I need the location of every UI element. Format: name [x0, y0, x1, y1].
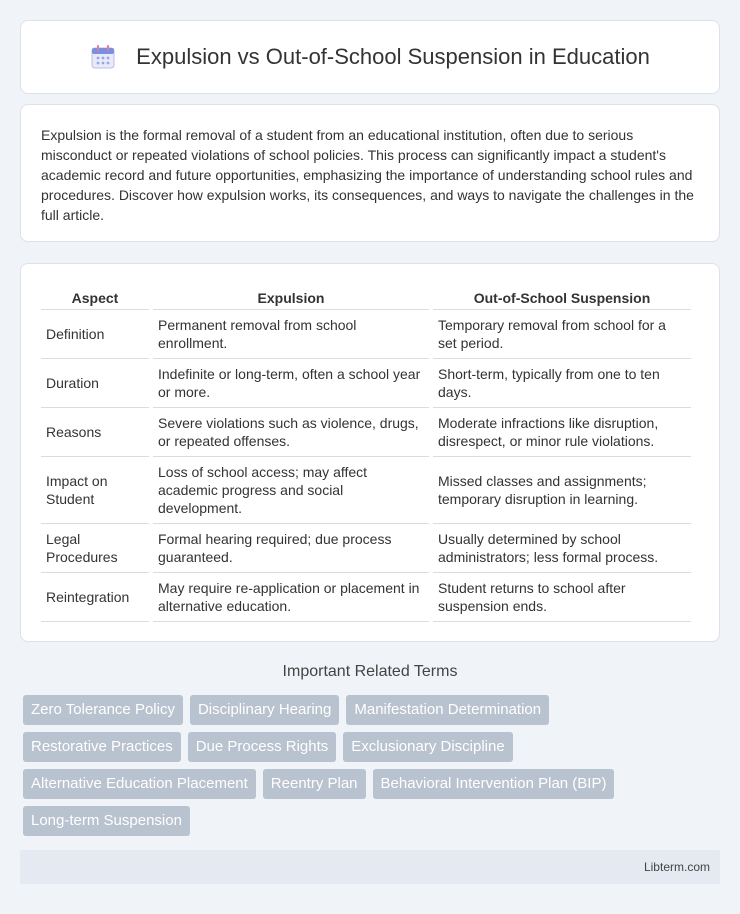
- tag-reentry-plan[interactable]: Reentry Plan: [263, 769, 366, 799]
- table-row: [41, 310, 691, 359]
- comparison-table: [37, 282, 695, 622]
- table-header-row: [41, 282, 691, 310]
- tag-long-term-suspension[interactable]: Long-term Suspension: [23, 806, 190, 836]
- table-row: [41, 359, 691, 408]
- table-row: [41, 408, 691, 457]
- calendar-icon: [90, 44, 116, 70]
- cell-expulsion: Indefinite or long-term, often a school year or more.: [153, 359, 429, 408]
- cell-expulsion: Formal hearing required; due process guaranteed.: [153, 524, 429, 573]
- table-row: [41, 457, 691, 524]
- tag-behavioral-intervention-plan[interactable]: Behavioral Intervention Plan (BIP): [373, 769, 615, 799]
- header-card: [20, 20, 720, 94]
- related-terms-title: Important Related Terms: [282, 663, 458, 680]
- cell-expulsion: May require re-application or placement in alternative education.: [153, 573, 429, 622]
- header-aspect: Aspect: [41, 282, 149, 310]
- intro-text: Expulsion is the formal removal of a student from an educational institution, often due to serious misconduct or repeated violations of school policies. This process can significantly impact a student's academic record and future opportunities, emphasizing the importance of understanding school rules and procedures. Discover how expulsion works, its consequences, and ways to navigate the challenges in the full article.: [41, 127, 694, 223]
- tag-alternative-education-placement[interactable]: Alternative Education Placement: [23, 769, 256, 799]
- cell-aspect: Definition: [41, 310, 149, 359]
- cell-aspect: Duration: [41, 359, 149, 408]
- cell-aspect: Legal Procedures: [41, 524, 149, 573]
- cell-suspension: Missed classes and assignments; temporary disruption in learning.: [433, 457, 691, 524]
- cell-suspension: Student returns to school after suspension ends.: [433, 573, 691, 622]
- cell-expulsion: Severe violations such as violence, drugs, or repeated offenses.: [153, 408, 429, 457]
- tag-disciplinary-hearing[interactable]: Disciplinary Hearing: [190, 695, 339, 725]
- tag-due-process-rights[interactable]: Due Process Rights: [188, 732, 337, 762]
- tag-exclusionary-discipline[interactable]: Exclusionary Discipline: [343, 732, 512, 762]
- related-terms-list: [23, 695, 703, 843]
- tag-restorative-practices[interactable]: Restorative Practices: [23, 732, 181, 762]
- cell-expulsion: Permanent removal from school enrollment.: [153, 310, 429, 359]
- tag-zero-tolerance-policy[interactable]: Zero Tolerance Policy: [23, 695, 183, 725]
- footer-site-link[interactable]: Libterm.com: [643, 860, 710, 874]
- cell-aspect: Reasons: [41, 408, 149, 457]
- cell-aspect: Impact on Student: [41, 457, 149, 524]
- header-suspension: Out-of-School Suspension: [433, 282, 691, 310]
- tag-manifestation-determination[interactable]: Manifestation Determination: [346, 695, 549, 725]
- cell-suspension: Usually determined by school administrators; less formal process.: [433, 524, 691, 573]
- cell-suspension: Temporary removal from school for a set period.: [433, 310, 691, 359]
- cell-aspect: Reintegration: [41, 573, 149, 622]
- table-row: [41, 524, 691, 573]
- table-row: [41, 573, 691, 622]
- cell-suspension: Moderate infractions like disruption, disrespect, or minor rule violations.: [433, 408, 691, 457]
- page-title: Expulsion vs Out-of-School Suspension in Education: [136, 44, 650, 69]
- cell-suspension: Short-term, typically from one to ten days.: [433, 359, 691, 408]
- cell-expulsion: Loss of school access; may affect academic progress and social development.: [153, 457, 429, 524]
- intro-card: [20, 104, 720, 242]
- footer: [20, 850, 720, 884]
- comparison-card: [20, 263, 720, 642]
- header-expulsion: Expulsion: [153, 282, 429, 310]
